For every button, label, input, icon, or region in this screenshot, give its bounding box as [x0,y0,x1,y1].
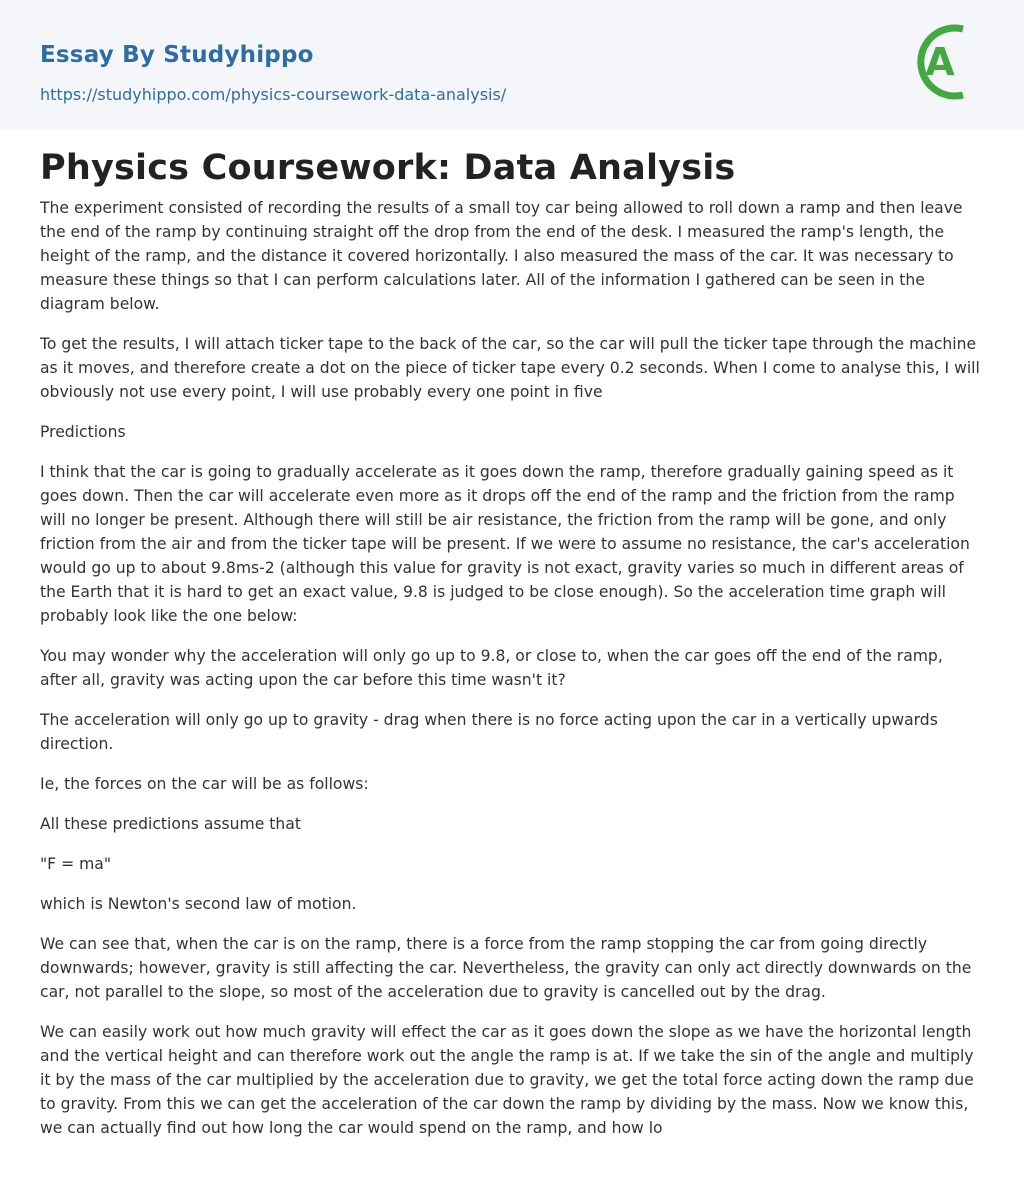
source-url-link[interactable]: https://studyhippo.com/physics-coursework-data-analysis/ [40,85,507,104]
paragraph: The acceleration will only go up to gravity - drag when there is no force acting upon the car in a vertically upwards direction. [40,711,938,753]
paragraph: which is Newton's second law of motion. [40,895,357,913]
paragraph: Ie, the forces on the car will be as follows: [40,775,369,793]
page-title: Physics Coursework: Data Analysis [40,148,736,188]
article [0,129,1024,1140]
formula: "F = ma" [40,855,112,873]
logo-letter: A [925,40,955,84]
paragraph: The experiment consisted of recording the results of a small toy car being allowed to roll down a ramp and then leave the end of the ramp by continuing straight off the drop from the end of the desk. I measured the ramp's length, the height of the ramp, and the distance it covered horizontally. I also measured the mass of the car. It was necessary to measure these things so that I can perform calculations later. All of the information I gathered can be seen in the diagram below. [40,199,963,313]
paragraph: We can see that, when the car is on the ramp, there is a force from the ramp stopping the car from going directly downwards; however, gravity is still affecting the car. Nevertheless, the gravity can only act directly downwards on the car, not parallel to the slope, so most of the acceleration due to gravity is cancelled out by the drag. [40,935,972,1001]
site-header [0,0,1024,129]
article-body [40,196,984,1140]
paragraph: We can easily work out how much gravity will effect the car as it goes down the slope as we have the horizontal length and the vertical height and can therefore work out the angle the ramp is at. If we take the sin of the angle and multiply it by the mass of the car multiplied by the acceleration due to gravity, we get the total force acting down the ramp due to gravity. From this we can get the acceleration of the car down the ramp by dividing by the mass. Now we know this, we can actually find out how long the car would spend on the ramp, and how lo [40,1023,974,1137]
brand-title: Essay By Studyhippo [40,42,314,68]
paragraph: All these predictions assume that [40,815,301,833]
paragraph: I think that the car is going to gradually accelerate as it goes down the ramp, therefore gradually gaining speed as it goes down. Then the car will accelerate even more as it drops off the end of the ramp and the friction from the ramp will no longer be present. Although there will still be air resistance, the friction from the ramp will be gone, and only friction from the air and from the ticker tape will be present. If we were to assume no resistance, the car's acceleration would go up to about 9.8ms-2 (although this value for gravity is not exact, gravity varies so much in different areas of the Earth that it is hard to get an exact value, 9.8 is judged to be close enough). So the acceleration time graph will probably look like the one below: [40,463,970,625]
section-heading-predictions: Predictions [40,423,126,441]
studyhippo-logo-icon [912,19,986,105]
paragraph: To get the results, I will attach ticker tape to the back of the car, so the car will pull the ticker tape through the machine as it moves, and therefore create a dot on the piece of ticker tape every 0.2 seconds. When I come to analyse this, I will obviously not use every point, I will use probably every one point in five [40,335,980,401]
paragraph: You may wonder why the acceleration will only go up to 9.8, or close to, when the car goes off the end of the ramp, after all, gravity was acting upon the car before this time wasn't it? [40,647,943,689]
